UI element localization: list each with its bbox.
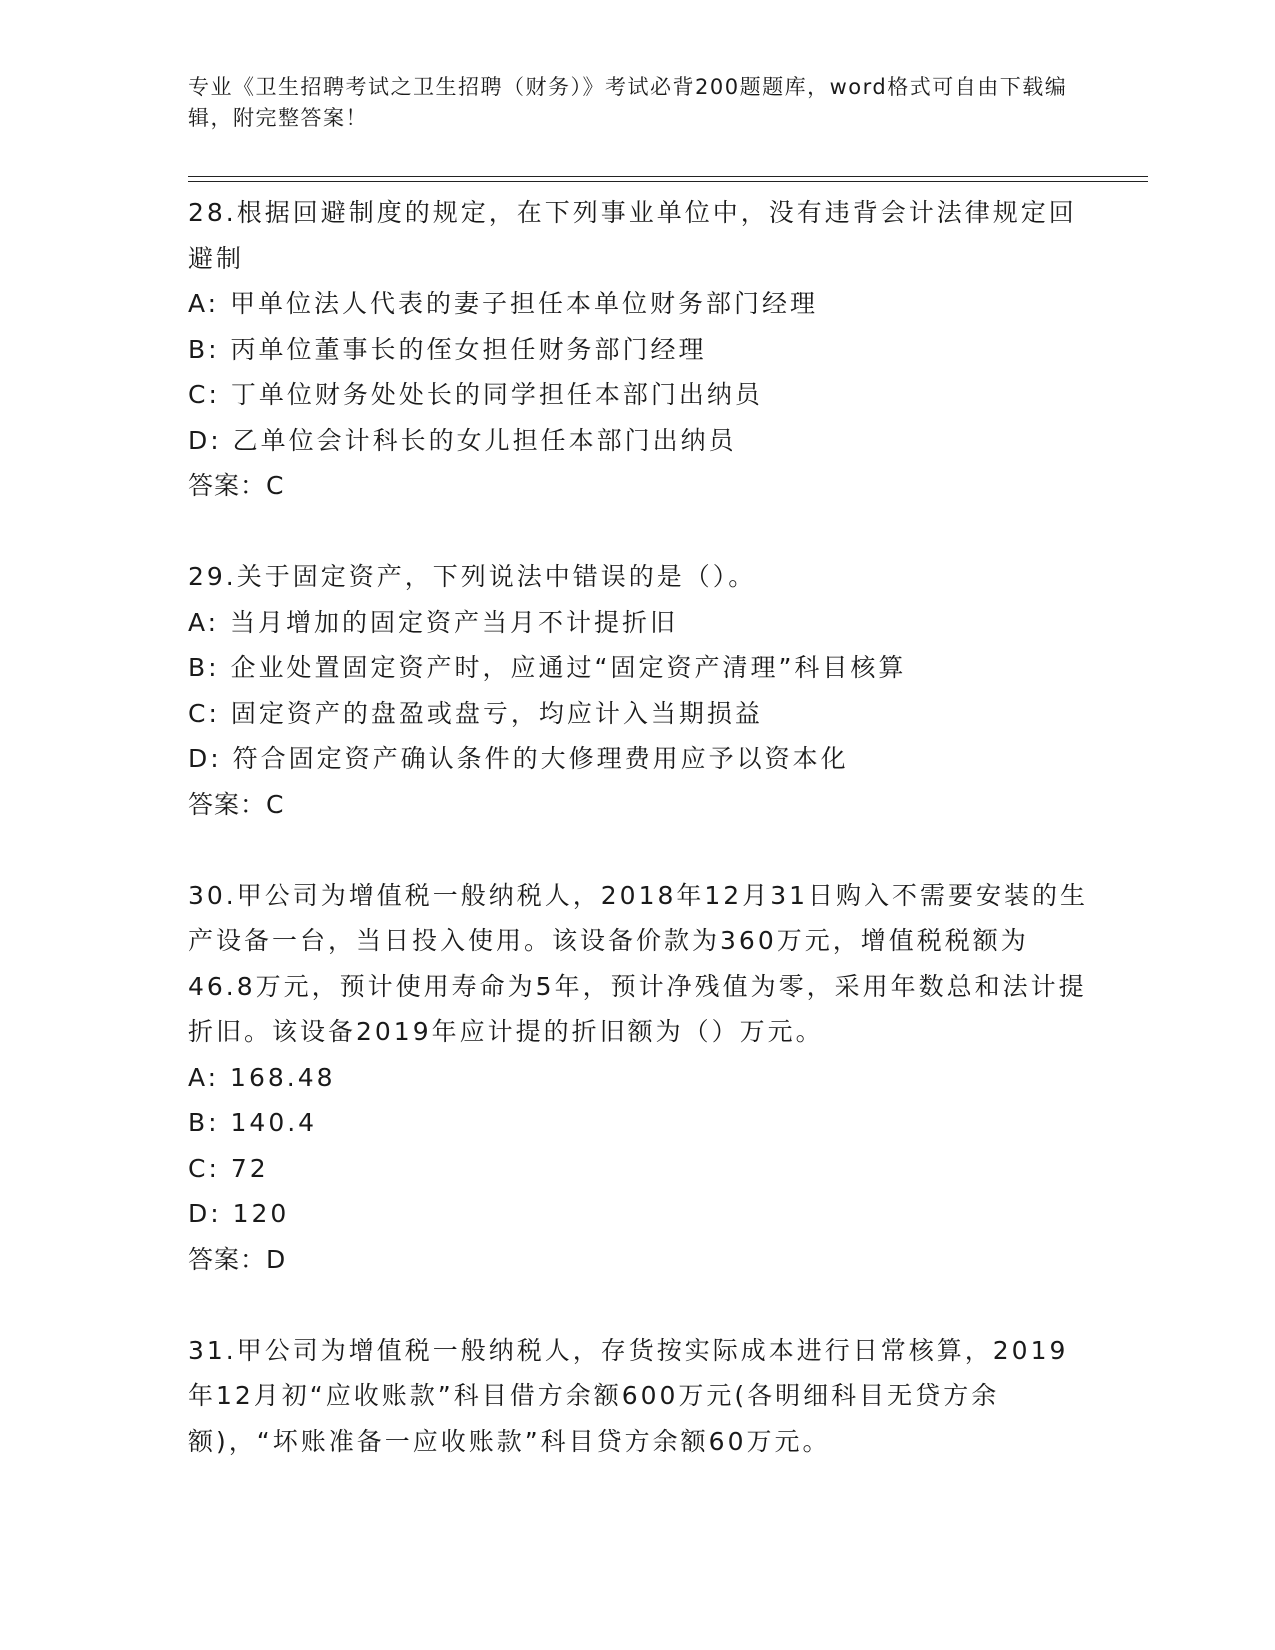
option-a: A: 甲单位法人代表的妻子担任本单位财务部门经理 xyxy=(188,289,819,318)
option-c: C: 72 xyxy=(188,1153,269,1183)
question-stem: 31.甲公司为增值税一般纳税人，存货按实际成本进行日常核算，2019年12月初“应收账款”科目借方余额600万元(各明细科目无贷方余额)，“坏账准备一应收账款”科目贷方余额60万元。 xyxy=(188,1335,1069,1456)
question-stem: 30.甲公司为增值税一般纳税人，2018年12月31日购入不需要安装的生产设备一台，当日投入使用。该设备价款为360万元，增值税税额为46.8万元，预计使用寿命为5年，预计净残值为零，采用年数总和法计提折旧。该设备2019年应计提的折旧额为（）万元。 xyxy=(188,880,1089,1046)
answer-line: 答案：D xyxy=(188,1244,287,1274)
header-divider-bottom xyxy=(188,181,1148,182)
option-d: D: 乙单位会计科长的女儿担任本部门出纳员 xyxy=(188,425,737,455)
option-d: D: 120 xyxy=(188,1199,290,1228)
option-b: B: 140.4 xyxy=(188,1108,318,1137)
question-29 xyxy=(188,554,1088,827)
answer-line: 答案：C xyxy=(188,471,285,500)
document-header: 专业《卫生招聘考试之卫生招聘（财务）》考试必背200题题库，word格式可自由下载编辑，附完整答案！ xyxy=(188,75,1068,130)
question-spacer xyxy=(188,1282,1088,1328)
option-d: D: 符合固定资产确认条件的大修理费用应予以资本化 xyxy=(188,744,849,773)
question-spacer xyxy=(188,509,1088,555)
question-28 xyxy=(188,190,1088,509)
question-spacer xyxy=(188,827,1088,873)
option-c: C: 丁单位财务处处长的同学担任本部门出纳员 xyxy=(188,380,763,409)
option-b: B: 企业处置固定资产时，应通过“固定资产清理”科目核算 xyxy=(188,653,907,682)
question-stem: 29.关于固定资产，下列说法中错误的是（）。 xyxy=(188,562,757,591)
option-c: C: 固定资产的盘盈或盘亏，均应计入当期损益 xyxy=(188,698,763,728)
question-30 xyxy=(188,873,1088,1283)
question-stem: 28.根据回避制度的规定，在下列事业单位中，没有违背会计法律规定回避制 xyxy=(188,198,1077,273)
header-divider-top xyxy=(188,176,1148,177)
question-31 xyxy=(188,1328,1088,1465)
option-a: A: 当月增加的固定资产当月不计提折旧 xyxy=(188,607,679,637)
question-list xyxy=(188,190,1088,1464)
option-b: B: 丙单位董事长的侄女担任财务部门经理 xyxy=(188,334,707,364)
option-a: A: 168.48 xyxy=(188,1062,336,1092)
answer-line: 答案：C xyxy=(188,789,285,819)
